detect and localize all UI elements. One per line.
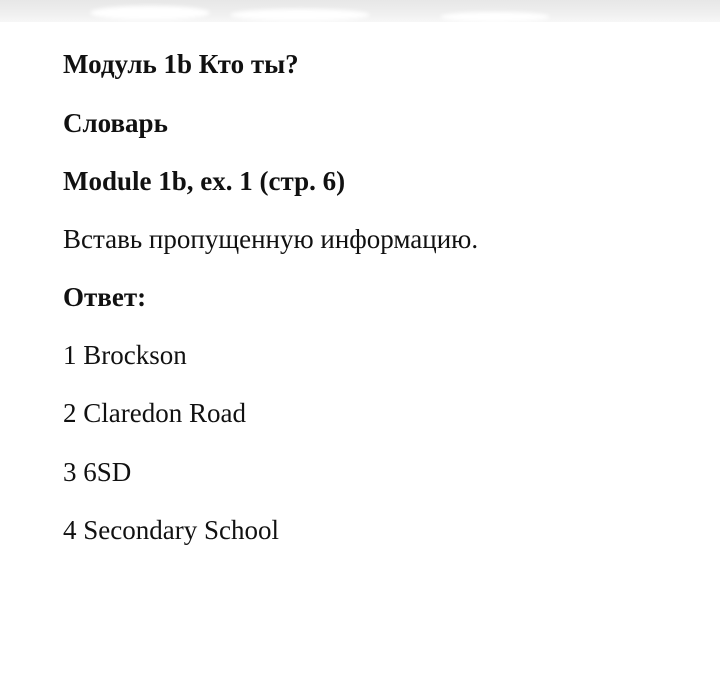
module-title: Модуль 1b Кто ты? (63, 49, 299, 79)
answer-item: 1 Brockson (63, 340, 187, 370)
document-page (0, 22, 720, 700)
answer-heading: Ответ: (63, 282, 147, 312)
light-glare (230, 9, 370, 21)
exercise-instruction: Вставь пропущенную информацию. (63, 224, 479, 254)
light-glare (440, 12, 550, 22)
answer-item: 3 6SD (63, 457, 132, 487)
light-glare (90, 6, 210, 20)
exercise-reference-text: Module 1b, ex. 1 (стр. 6) (63, 166, 346, 196)
answer-item: 4 Secondary School (63, 515, 279, 545)
section-title: Словарь (63, 108, 168, 138)
exercise-reference (63, 164, 358, 198)
answer-item: 2 Claredon Road (63, 398, 246, 428)
